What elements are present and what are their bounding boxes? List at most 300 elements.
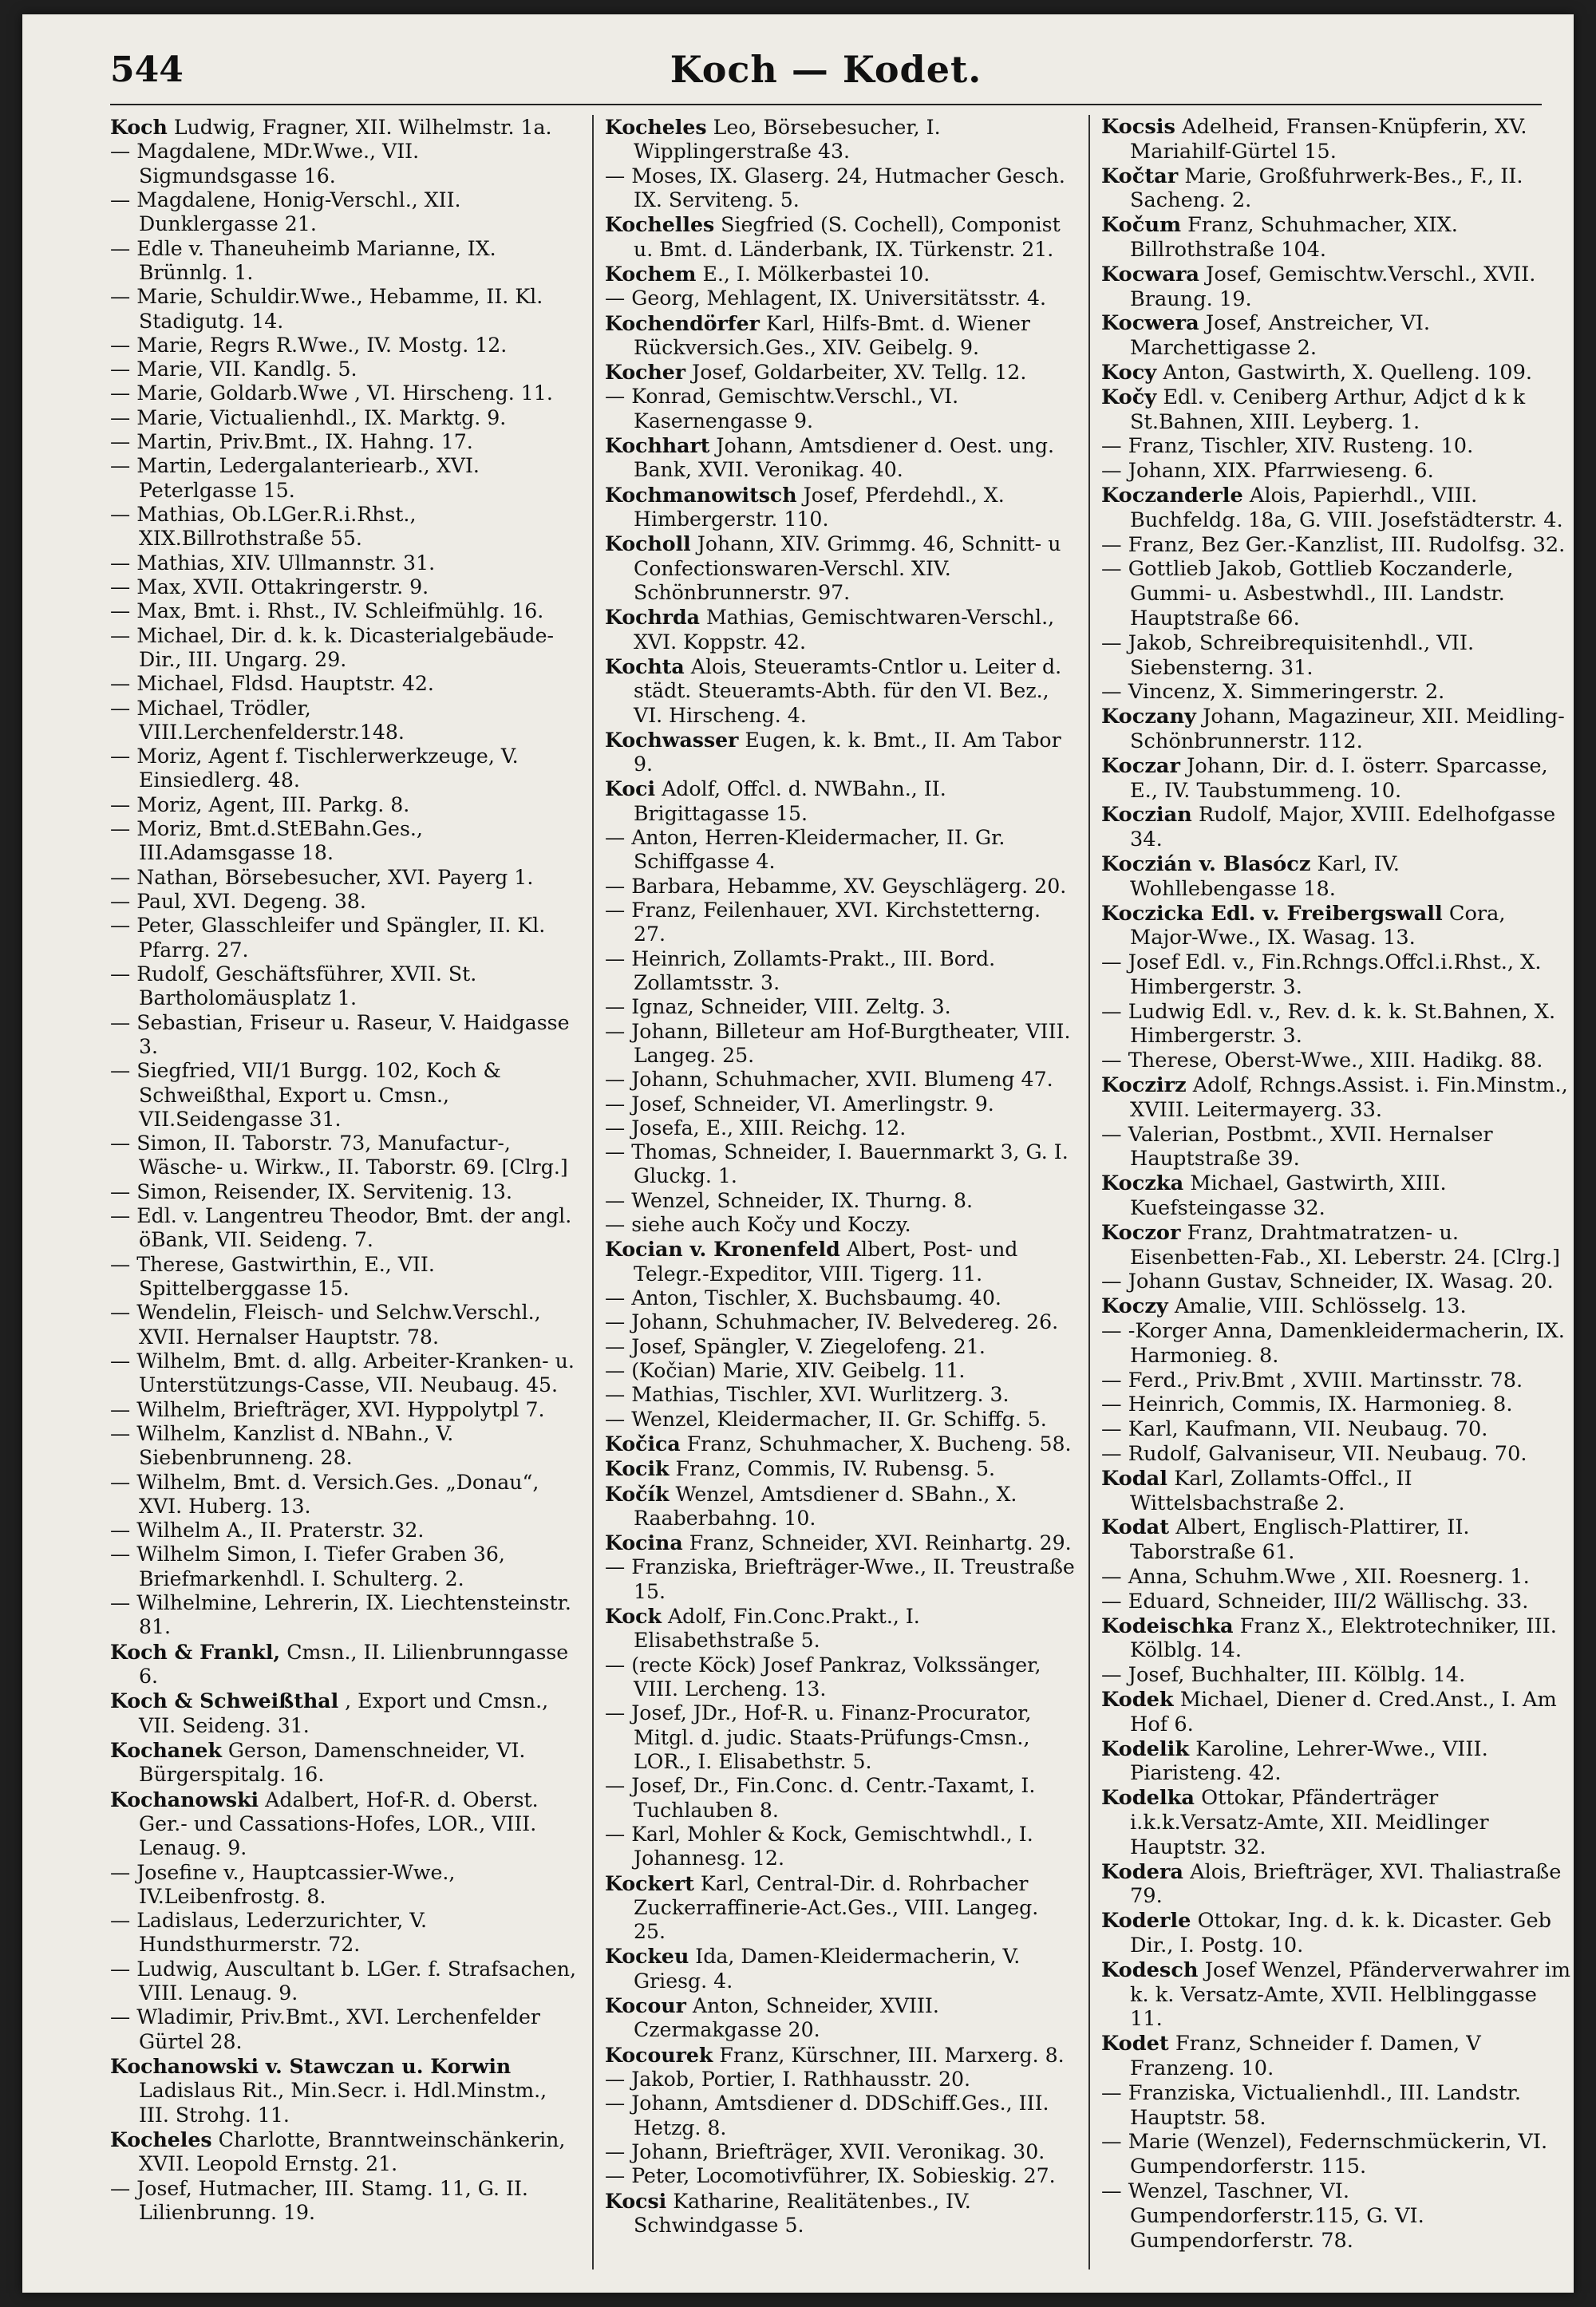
directory-entry: [1101, 557, 1572, 630]
entry-details: — Johann, Schuhmacher, IV. Belvedereg. 26.: [605, 1310, 1059, 1334]
directory-entry: [605, 1383, 1076, 1407]
directory-entry: [1101, 1442, 1572, 1467]
entry-surname: Kocourek: [605, 2042, 713, 2067]
directory-entry: [110, 237, 581, 286]
directory-entry: [110, 140, 581, 188]
directory-entry: [110, 1543, 581, 1591]
directory-entry: [1101, 803, 1572, 852]
entry-details: — Marie, Victualienhdl., IX. Marktg. 9.: [110, 405, 507, 429]
directory-entry: [605, 385, 1076, 433]
entry-details: — Nathan, Börsebesucher, XVI. Payerg 1.: [110, 865, 534, 889]
entry-details: — Marie, Goldarb.Wwe , VI. Hirscheng. 11.: [110, 381, 553, 405]
directory-entry: [110, 1640, 581, 1689]
column-divider: [1088, 115, 1090, 2269]
directory-entry: [1101, 1909, 1572, 1958]
page-title: Koch — Kodet.: [670, 48, 982, 91]
entry-details: — Ladislaus, Lederzurichter, V. Hundsthurmerstr. 72.: [110, 1909, 427, 1957]
entry-details: Eugen, k. k. Bmt., II. Am Tabor 9.: [634, 728, 1061, 776]
directory-entry: [605, 1993, 1076, 2043]
directory-entry: [1101, 1565, 1572, 1590]
directory-entry: [110, 285, 581, 334]
directory-entry: [605, 433, 1076, 483]
entry-surname: Koczka: [1101, 1171, 1184, 1196]
directory-entry: [605, 1092, 1076, 1116]
entry-details: — Moriz, Agent f. Tischlerwerkzeuge, V. Einsiedlerg. 48.: [110, 745, 519, 792]
entry-details: — siehe auch Kočy und Koczy.: [605, 1213, 911, 1237]
entry-details: — Edl. v. Langentreu Theodor, Bmt. der angl. öBank, VII. Seideng. 7.: [110, 1204, 572, 1252]
entry-details: — Franziska, Briefträger-Wwe., II. Treustraße 15.: [605, 1555, 1075, 1603]
directory-entry: [110, 575, 581, 599]
entry-surname: Kochmanowitsch: [605, 482, 797, 507]
entry-details: — Konrad, Gemischtw.Verschl., VI. Kasernengasse 9.: [605, 385, 959, 433]
entry-surname: Kodal: [1101, 1466, 1167, 1491]
entry-details: Adolf, Rchngs.Assist. i. Fin.Minstm., XVIII. Leitermayerg. 33.: [1130, 1073, 1568, 1122]
directory-entry: [605, 995, 1076, 1019]
entry-details: — Josef, Buchhalter, III. Kölblg. 14.: [1101, 1663, 1466, 1688]
entry-surname: Kocina: [605, 1531, 683, 1555]
directory-entry: [605, 776, 1076, 826]
directory-entry: [1101, 1614, 1572, 1664]
directory-entry: [1101, 1000, 1572, 1049]
entry-details: — Ludwig, Auscultant b. LGer. f. Strafsachen, VIII. Lenaug. 9.: [110, 1957, 576, 2005]
entry-details: Johann, Dir. d. I. österr. Sparcasse, E., IV. Taubstummeng. 10.: [1130, 753, 1548, 803]
entry-details: — (Kočian) Marie, XIV. Geibelg. 11.: [605, 1358, 966, 1382]
directory-entry: [110, 1591, 581, 1640]
entry-details: — Peter, Locomotivführer, IX. Sobieskig. 27.: [605, 2164, 1056, 2188]
directory-entry: [1101, 754, 1572, 804]
directory-entry: [605, 1774, 1076, 1823]
entry-details: — Max, XVII. Ottakringerstr. 9.: [110, 575, 429, 598]
directory-entry: [605, 1068, 1076, 1092]
entry-details: Karoline, Lehrer-Wwe., VIII. Piaristeng. 42.: [1130, 1736, 1488, 1786]
entry-details: — Magdalene, MDr.Wwe., VII. Sigmundsgasse 16.: [110, 140, 420, 188]
entry-details: Karl, Zollamts-Offcl., II Wittelsbachstraße 2.: [1130, 1466, 1412, 1515]
entry-surname: Kodet: [1101, 2032, 1169, 2056]
directory-entry: [110, 914, 581, 962]
entry-details: — Valerian, Postbmt., XVII. Hernalser Hauptstraße 39.: [1101, 1122, 1493, 1171]
entry-details: Franz, Schuhmacher, XIX. Billrothstraße 104.: [1130, 213, 1458, 262]
directory-entry: [1101, 680, 1572, 705]
directory-entry: [605, 1531, 1076, 1555]
entry-details: Josef, Goldarbeiter, XV. Tellg. 12.: [692, 361, 1027, 385]
entry-details: Alois, Briefträger, XVI. Thaliastraße 79.: [1130, 1859, 1562, 1909]
directory-entry: [110, 115, 581, 140]
entry-surname: Koczian: [1101, 803, 1192, 828]
directory-entry: [110, 890, 581, 914]
directory-entry: [1101, 263, 1572, 312]
directory-entry: [110, 1132, 581, 1180]
entry-details: — Wladimir, Priv.Bmt., XVI. Lerchenfelder Gürtel 28.: [110, 2005, 540, 2053]
entry-details: — Heinrich, Zollamts-Prakt., III. Bord. Zollamtsstr. 3.: [605, 946, 996, 994]
directory-entry: [605, 605, 1076, 654]
entry-surname: Koderle: [1101, 1909, 1191, 1934]
entry-surname: Kochem: [605, 261, 697, 286]
entry-details: Rudolf, Major, XVIII. Edelhofgasse 34.: [1130, 803, 1556, 852]
entry-details: — Wilhelm, Kanzlist d. NBahn., V. Siebenbrunneng. 28.: [110, 1421, 454, 1470]
entry-surname: Kodelka: [1101, 1786, 1195, 1811]
entry-details: — Wilhelm Simon, I. Tiefer Graben 36, Briefmarkenhdl. I. Schulterg. 2.: [110, 1543, 505, 1590]
directory-entry: [1101, 164, 1572, 214]
entry-details: — Johann, Amtsdiener d. DDSchiff.Ges., III. Hetzg. 8.: [605, 2092, 1049, 2139]
entry-details: — Therese, Gastwirthin, E., VII. Spittelberggasse 15.: [110, 1252, 435, 1300]
entry-surname: Kochta: [605, 654, 685, 678]
entry-details: — Mathias, Ob.LGer.R.i.Rhst., XIX.Billrothstraße 55.: [110, 503, 417, 551]
entry-details: — Anton, Tischler, X. Buchsbaumg. 40.: [605, 1286, 1001, 1310]
entry-surname: Kočica: [605, 1431, 681, 1456]
entry-details: Josef, Anstreicher, VI. Marchettigasse 2.: [1130, 311, 1430, 361]
directory-entry: [1101, 1737, 1572, 1787]
entry-details: — Karl, Kaufmann, VII. Neubaug. 70.: [1101, 1417, 1488, 1442]
entry-details: — Johann, Briefträger, XVII. Veronikag. 30.: [605, 2139, 1045, 2163]
entry-surname: Kocwara: [1101, 262, 1200, 286]
directory-entry: [605, 1359, 1076, 1383]
entry-surname: Kocian v. Kronenfeld: [605, 1237, 840, 1262]
directory-entry: [605, 1020, 1076, 1069]
directory-entry: [1101, 213, 1572, 263]
directory-entry: [1101, 1515, 1572, 1565]
directory-entry: [605, 728, 1076, 777]
directory-entry: [605, 1213, 1076, 1237]
entry-details: — Vincenz, X. Simmeringerstr. 2.: [1101, 680, 1445, 705]
entry-details: — Rudolf, Galvaniseur, VII. Neubaug. 70.: [1101, 1442, 1527, 1467]
directory-entry: [110, 1059, 581, 1132]
entry-details: Franz, Drahtmatratzen- u. Eisenbetten-Fab., XI. Leberstr. 24. [Clrg.]: [1130, 1220, 1561, 1270]
entry-details: — Simon, Reisender, IX. Servitenig. 13.: [110, 1179, 512, 1203]
entry-details: Cora, Major-Wwe., IX. Wasag. 13.: [1130, 901, 1506, 950]
directory-entry: [110, 1398, 581, 1422]
entry-details: — Magdalene, Honig-Verschl., XII. Dunklergasse 21.: [110, 188, 461, 236]
directory-entry: [1101, 1123, 1572, 1172]
directory-entry: [1101, 484, 1572, 533]
directory-entry: [605, 1408, 1076, 1432]
entry-details: — Ferd., Priv.Bmt , XVIII. Martinsstr. 78.: [1101, 1368, 1523, 1392]
entry-details: Anton, Gastwirth, X. Quelleng. 109.: [1163, 360, 1533, 385]
entry-details: — Mathias, Tischler, XVI. Wurlitzerg. 3.: [605, 1383, 1009, 1407]
entry-details: Alois, Steueramts-Cntlor u. Leiter d. städt. Steueramts-Abth. für den VI. Bez., VI. Hirscheng. 4.: [634, 654, 1062, 727]
directory-entry: [110, 1519, 581, 1543]
entry-details: — Marie, Regrs R.Wwe., IV. Mostg. 12.: [110, 333, 508, 357]
directory-entry: [605, 1140, 1076, 1189]
entry-surname: Koch: [110, 115, 168, 139]
entry-surname: Kock: [605, 1604, 662, 1629]
directory-entry: [110, 1861, 581, 1910]
directory-entry: [605, 1604, 1076, 1653]
directory-page: [22, 14, 1574, 2293]
entry-details: Ottokar, Pfänderträger i.k.k.Versatz-Amte, XII. Meidlinger Hauptstr. 32.: [1130, 1786, 1489, 1859]
entry-details: — (recte Köck) Josef Pankraz, Volkssänger, VIII. Lercheng. 13.: [605, 1653, 1041, 1701]
directory-entry: [1101, 1958, 1572, 2032]
directory-entry: [1101, 2179, 1572, 2253]
entry-surname: Kodelik: [1101, 1736, 1190, 1761]
directory-entry: [110, 430, 581, 454]
directory-entry: [605, 1944, 1076, 1993]
entry-surname: Kodek: [1101, 1688, 1174, 1712]
entry-surname: Kochanowski v. Stawczan u. Korwin: [110, 2054, 512, 2078]
entry-surname: Koczor: [1101, 1220, 1181, 1245]
entry-details: — Josef, Dr., Fin.Conc. d. Centr.-Taxamt, I. Tuchlauben 8.: [605, 1774, 1036, 1822]
entry-surname: Kocholl: [605, 531, 691, 556]
entry-details: — Moses, IX. Glaserg. 24, Hutmacher Gesch. IX. Serviteng. 5.: [605, 164, 1065, 211]
directory-entry: [1101, 1417, 1572, 1442]
entry-surname: Kochhart: [605, 433, 710, 458]
entry-details: — Karl, Mohler & Kock, Gemischtwhdl., I. Johannesg. 12.: [605, 1822, 1033, 1870]
directory-entry: [605, 531, 1076, 605]
page-number: 544: [110, 49, 184, 90]
directory-entry: [605, 164, 1076, 213]
directory-entry: [1101, 1786, 1572, 1859]
entry-details: Katharine, Realitätenbes., IV. Schwindgasse 5.: [634, 2189, 971, 2237]
entry-surname: Kochelles: [605, 212, 715, 237]
directory-entry: [1101, 950, 1572, 1000]
directory-entry: [605, 1823, 1076, 1871]
directory-entry: [1101, 1073, 1572, 1123]
directory-entry: [1101, 1467, 1572, 1516]
directory-entry: [605, 1432, 1076, 1456]
directory-entry: [1101, 1590, 1572, 1614]
entry-details: — Gottlieb Jakob, Gottlieb Koczanderle, Gummi- u. Asbestwhdl., III. Landstr. Hauptstraße 66.: [1101, 557, 1514, 630]
entry-details: Franz, Schneider f. Damen, V Franzeng. 10.: [1130, 2032, 1481, 2080]
directory-entry: [1101, 1319, 1572, 1369]
directory-entry: [605, 1701, 1076, 1774]
entry-details: — Wenzel, Schneider, IX. Thurng. 8.: [605, 1188, 974, 1212]
directory-entry: [110, 503, 581, 551]
directory-entry: [1101, 1392, 1572, 1417]
entry-details: — Franziska, Victualienhdl., III. Landstr. Hauptstr. 58.: [1101, 2080, 1522, 2130]
column-1: [110, 115, 581, 2225]
entry-details: — Marie, Schuldir.Wwe., Hebamme, II. Kl. Stadigutg. 14.: [110, 285, 543, 333]
entry-surname: Kocher: [605, 360, 686, 385]
entry-details: — -Korger Anna, Damenkleidermacherin, IX. Harmonieg. 8.: [1101, 1319, 1565, 1368]
directory-entry: [605, 1237, 1076, 1286]
entry-details: Edl. v. Ceniberg Arthur, Adjct d k k St.Bahnen, XIII. Leyberg. 1.: [1130, 385, 1526, 434]
entry-surname: Kochanek: [110, 1737, 222, 1762]
entry-surname: Kocwera: [1101, 311, 1199, 336]
directory-entry: [110, 381, 581, 405]
entry-details: , Export und Cmsn., VII. Seideng. 31.: [139, 1689, 549, 1737]
entry-details: — Wilhelm, Bmt. d. Versich.Ges. „Donau“, XVI. Huberg. 13.: [110, 1470, 539, 1518]
directory-entry: [110, 2127, 581, 2177]
entry-details: — Josef, Schneider, VI. Amerlingstr. 9.: [605, 1092, 994, 1116]
directory-entry: [605, 1653, 1076, 1702]
entry-surname: Koczián v. Blasócz: [1101, 851, 1311, 876]
entry-details: — Josefa, E., XIII. Reichg. 12.: [605, 1116, 907, 1140]
entry-details: Franz X., Elektrotechniker, III. Kölblg. 14.: [1130, 1614, 1557, 1663]
entry-surname: Kochwasser: [605, 727, 739, 752]
directory-entry: [1101, 2032, 1572, 2081]
directory-entry: [110, 1471, 581, 1519]
directory-entry: [110, 962, 581, 1011]
directory-entry: [605, 1286, 1076, 1310]
entry-surname: Kočík: [605, 1481, 670, 1506]
directory-entry: [110, 624, 581, 673]
column-divider: [592, 115, 594, 2269]
entry-details: — Josef, JDr., Hof-R. u. Finanz-Procurator, Mitgl. d. judic. Staats-Prüfungs-Cmsn., LOR., I. Elisabethstr. 5.: [605, 1701, 1032, 1773]
directory-entry: [110, 2054, 581, 2127]
entry-surname: Koczy: [1101, 1294, 1168, 1319]
directory-entry: [110, 793, 581, 817]
directory-entry: [605, 947, 1076, 996]
entry-details: — Georg, Mehlagent, IX. Universitätsstr. 4.: [605, 286, 1047, 310]
directory-entry: [110, 334, 581, 358]
directory-entry: [110, 2177, 581, 2226]
directory-entry: [605, 2043, 1076, 2068]
entry-details: — Josef, Spängler, V. Ziegelofeng. 21.: [605, 1334, 986, 1358]
entry-surname: Kočtar: [1101, 164, 1179, 188]
directory-entry: [110, 406, 581, 430]
directory-entry: [605, 826, 1076, 875]
directory-entry: [1101, 311, 1572, 361]
directory-entry: [605, 262, 1076, 286]
header-rule: [110, 104, 1542, 105]
entry-details: Johann, Amtsdiener d. Oest. ung. Bank, XVII. Veronikag. 40.: [634, 434, 1055, 482]
directory-entry: [1101, 1270, 1572, 1294]
entry-surname: Kodesch: [1101, 1957, 1199, 1982]
entry-details: — Simon, II. Taborstr. 73, Manufactur-, Wäsche- u. Wirkw., II. Taborstr. 69. [Clrg.]: [110, 1132, 568, 1179]
directory-entry: [110, 866, 581, 890]
entry-details: — Wilhelmine, Lehrerin, IX. Liechtensteinstr. 81.: [110, 1591, 571, 1639]
entry-details: Ida, Damen-Kleidermacherin, V. Griesg. 4.: [634, 1945, 1021, 1993]
entry-details: — Heinrich, Commis, IX. Harmonieg. 8.: [1101, 1392, 1513, 1417]
entry-details: Albert, Englisch-Plattirer, II. Taborstraße 61.: [1130, 1515, 1470, 1565]
page-header: [110, 45, 1542, 101]
directory-entry: [110, 1689, 581, 1738]
directory-entry: [605, 1310, 1076, 1334]
entry-details: — Johann Gustav, Schneider, IX. Wasag. 20.: [1101, 1270, 1554, 1294]
entry-details: — Mathias, XIV. Ullmannstr. 31.: [110, 551, 436, 575]
directory-entry: [605, 2068, 1076, 2092]
entry-surname: Koch & Schweißthal: [110, 1689, 339, 1713]
entry-details: — Barbara, Hebamme, XV. Geyschlägerg. 20.: [605, 874, 1067, 898]
directory-entry: [605, 1189, 1076, 1213]
directory-entry: [1101, 533, 1572, 558]
entry-details: — Martin, Priv.Bmt., IX. Hahng. 17.: [110, 430, 473, 454]
directory-entry: [1101, 434, 1572, 459]
entry-details: — Franz, Bez Ger.-Kanzlist, III. Rudolfsg. 32.: [1101, 532, 1566, 557]
entry-details: Michael, Diener d. Cred.Anst., I. Am Hof 6.: [1130, 1688, 1557, 1736]
directory-entry: [110, 672, 581, 696]
entry-details: — Moriz, Agent, III. Parkg. 8.: [110, 792, 410, 816]
entry-details: — Michael, Trödler, VIII.Lerchenfelderstr.148.: [110, 696, 405, 744]
entry-details: Alois, Papierhdl., VIII. Buchfeldg. 18a, G. VIII. Josefstädterstr. 4.: [1130, 483, 1563, 532]
directory-entry: [1101, 1171, 1572, 1221]
directory-entry: [110, 1011, 581, 1060]
entry-details: Franz, Kürschner, III. Marxerg. 8.: [719, 2043, 1065, 2067]
directory-entry: [605, 2189, 1076, 2238]
directory-entry: [110, 1301, 581, 1349]
entry-details: — Anton, Herren-Kleidermacher, II. Gr. Schiffgasse 4.: [605, 826, 1005, 874]
entry-surname: Koczicka Edl. v. Freibergswall: [1101, 901, 1443, 926]
entry-details: — Jakob, Schreibrequisitenhdl., VII. Siebensterng. 31.: [1101, 630, 1475, 680]
directory-entry: [110, 697, 581, 745]
directory-entry: [110, 817, 581, 866]
directory-entry: [605, 1335, 1076, 1359]
entry-details: — Peter, Glasschleifer und Spängler, II. Kl. Pfarrg. 27.: [110, 914, 546, 962]
directory-entry: [1101, 902, 1572, 951]
directory-entry: [110, 1909, 581, 1957]
entry-details: — Jakob, Portier, I. Rathhausstr. 20.: [605, 2068, 971, 2091]
directory-entry: [605, 286, 1076, 310]
entry-details: Adalbert, Hof-R. d. Oberst. Ger.- und Cassations-Hofes, LOR., VIII. Lenaug. 9.: [139, 1788, 539, 1860]
directory-entry: [110, 188, 581, 237]
entry-details: Karl, Central-Dir. d. Rohrbacher Zuckerraffinerie-Act.Ges., VIII. Langeg. 25.: [634, 1871, 1039, 1944]
entry-details: — Ludwig Edl. v., Rev. d. k. k. St.Bahnen, X. Himbergerstr. 3.: [1101, 999, 1556, 1049]
entry-surname: Kodat: [1101, 1515, 1170, 1540]
entry-details: Karl, IV. Wohllebengasse 18.: [1130, 851, 1400, 901]
entry-surname: Kočum: [1101, 213, 1182, 238]
entry-details: — Siegfried, VII/1 Burgg. 102, Koch & Schweißthal, Export u. Cmsn., VII.Seidengasse 31.: [110, 1059, 501, 1131]
entry-details: — Paul, XVI. Degeng. 38.: [110, 890, 366, 913]
entry-details: Franz, Schuhmacher, X. Bucheng. 58.: [686, 1432, 1072, 1456]
entry-surname: Kodera: [1101, 1859, 1183, 1884]
entry-surname: Kocik: [605, 1456, 670, 1481]
entry-details: — Wilhelm A., II. Praterstr. 32.: [110, 1519, 425, 1543]
directory-entry: [605, 212, 1076, 262]
entry-details: — Anna, Schuhm.Wwe , XII. Roesnerg. 1.: [1101, 1565, 1530, 1590]
directory-entry: [605, 654, 1076, 728]
directory-entry: [605, 360, 1076, 385]
directory-entry: [110, 1253, 581, 1302]
entry-details: — Max, Bmt. i. Rhst., IV. Schleifmühlg. 16.: [110, 599, 544, 623]
entry-details: Gerson, Damenschneider, VI. Bürgerspitalg. 16.: [139, 1738, 526, 1787]
entry-details: Josef, Pferdehdl., X. Himbergerstr. 110.: [634, 483, 1005, 531]
directory-entry: [1101, 1049, 1572, 1073]
entry-details: — Rudolf, Geschäftsführer, XVII. St. Bartholomäusplatz 1.: [110, 962, 477, 1010]
directory-entry: [605, 483, 1076, 532]
entry-details: Wenzel, Amtsdiener d. SBahn., X. Raaberbahng. 10.: [634, 1482, 1017, 1530]
directory-entry: [1101, 1294, 1572, 1319]
directory-entry: [605, 875, 1076, 899]
directory-entry: [1101, 852, 1572, 902]
directory-entry: [1101, 631, 1572, 681]
entry-details: Anton, Schneider, XVIII. Czermakgasse 20.: [634, 1994, 939, 2042]
directory-entry: [1101, 1221, 1572, 1270]
entry-details: — Moriz, Bmt.d.StEBahn.Ges., III.Adamsgasse 18.: [110, 817, 423, 865]
entry-details: Ottokar, Ing. d. k. k. Dicaster. Geb Dir., I. Postg. 10.: [1130, 1909, 1551, 1957]
directory-entry: [1101, 2081, 1572, 2131]
entry-details: — Josefine v., Hauptcassier-Wwe., IV.Leibenfrostg. 8.: [110, 1860, 456, 1908]
directory-entry: [1101, 361, 1572, 385]
entry-details: Adolf, Fin.Conc.Prakt., I. Elisabethstraße 5.: [634, 1605, 920, 1653]
entry-details: — Thomas, Schneider, I. Bauernmarkt 3, G. I. Gluckg. 1.: [605, 1140, 1069, 1188]
entry-surname: Kocsis: [1101, 115, 1175, 139]
directory-entry: [605, 2164, 1076, 2188]
entry-surname: Kodeischka: [1101, 1614, 1234, 1638]
entry-details: — Johann, Schuhmacher, XVII. Blumeng 47.: [605, 1068, 1053, 1092]
entry-details: Amalie, VIII. Schlösselg. 13.: [1174, 1294, 1467, 1319]
entry-details: E., I. Mölkerbastei 10.: [702, 262, 930, 286]
entry-surname: Kochanowski: [110, 1787, 259, 1811]
entry-surname: Koczar: [1101, 753, 1180, 778]
entry-details: Mathias, Gemischtwaren-Verschl., XVI. Koppstr. 42.: [634, 606, 1055, 654]
directory-entry: [110, 1180, 581, 1204]
entry-details: — Wenzel, Kleidermacher, II. Gr. Schiffg. 5.: [605, 1407, 1047, 1431]
entry-details: — Martin, Ledergalanteriearb., XVI. Peterlgasse 15.: [110, 454, 480, 502]
directory-entry: [110, 745, 581, 793]
entry-details: — Wilhelm, Briefträger, XVI. Hyppolytpl 7.: [110, 1397, 545, 1421]
entry-details: Franz, Commis, IV. Rubensg. 5.: [675, 1457, 996, 1481]
entry-details: — Wenzel, Taschner, VI. Gumpendorferstr.115, G. VI. Gumpendorferstr. 78.: [1101, 2179, 1424, 2253]
entry-details: — Michael, Fldsd. Hauptstr. 42.: [110, 672, 434, 696]
directory-entry: [110, 1957, 581, 2006]
entry-details: Albert, Post- und Telegr.-Expeditor, VIII. Tigerg. 11.: [634, 1238, 1018, 1286]
directory-entry: [605, 899, 1076, 947]
directory-entry: [110, 454, 581, 503]
directory-entry: [1101, 1369, 1572, 1393]
entry-details: Leo, Börsebesucher, I. Wipplingerstraße 43.: [634, 116, 941, 164]
directory-entry: [110, 2005, 581, 2054]
directory-entry: [605, 1555, 1076, 1604]
entry-details: Karl, Hilfs-Bmt. d. Wiener Rückversich.Ges., XIV. Geibelg. 9.: [634, 311, 1030, 359]
